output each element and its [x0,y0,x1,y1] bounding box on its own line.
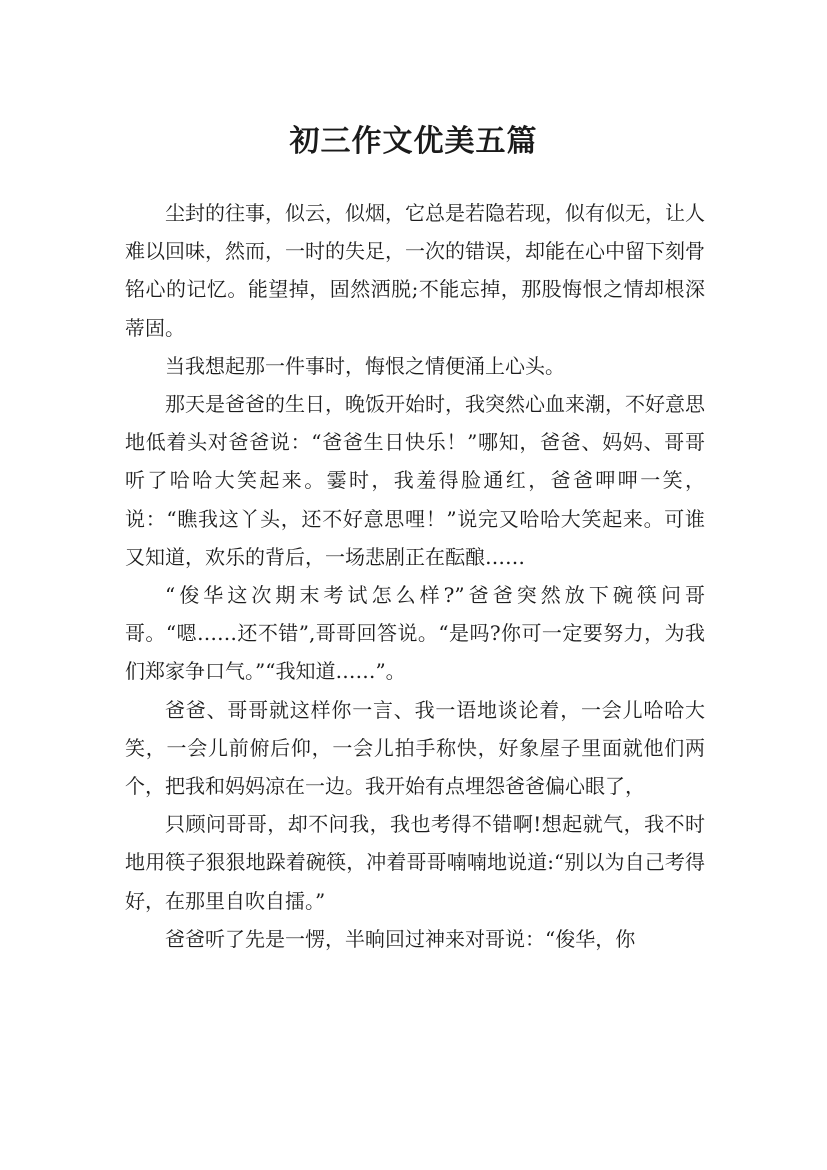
paragraph: 当我想起那一件事时，悔恨之情便涌上心头。 [165,353,565,378]
paragraph: 只顾问哥哥，却不问我，我也考得不错啊!想起就气，我不时地用筷子狠狠地跺着碗筷，冲着哥哥喃喃地说道:“别以为自己考得好，在那里自吹自擂。” [125,812,705,913]
paragraph: 那天是爸爸的生日，晚饭开始时，我突然心血来潮，不好意思地低着头对爸爸说：“爸爸生日快乐！”哪知，爸爸、妈妈、哥哥听了哈哈大笑起来。霎时，我羞得脸通红，爸爸呷呷一笑，说：“瞧我这丫头，还不好意思哩！”说完又哈哈大笑起来。可谁又知道，欢乐的背后，一场悲剧正在酝酿…… [125,392,705,569]
document-body [125,194,705,958]
paragraph: “俊华这次期末考试怎么样?”爸爸突然放下碗筷问哥哥。“嗯……还不错”,哥哥回答说。“是吗?你可一定要努力，为我们郑家争口气。”“我知道……”。 [125,583,705,684]
paragraph: 尘封的往事，似云，似烟，它总是若隐若现，似有似无，让人难以回味，然而，一时的失足，一次的错误，却能在心中留下刻骨铭心的记忆。能望掉，固然洒脱;不能忘掉，那股悔恨之情却根深蒂固。 [125,201,705,340]
paragraph: 爸爸听了先是一愣，半晌回过神来对哥说：“俊华，你 [165,926,636,951]
paragraph: 爸爸、哥哥就这样你一言、我一语地谈论着，一会儿哈哈大笑，一会儿前俯后仰，一会儿拍手称快，好象屋子里面就他们两个，把我和妈妈凉在一边。我开始有点埋怨爸爸偏心眼了， [125,697,705,799]
document-title: 初三作文优美五篇 [289,124,538,160]
